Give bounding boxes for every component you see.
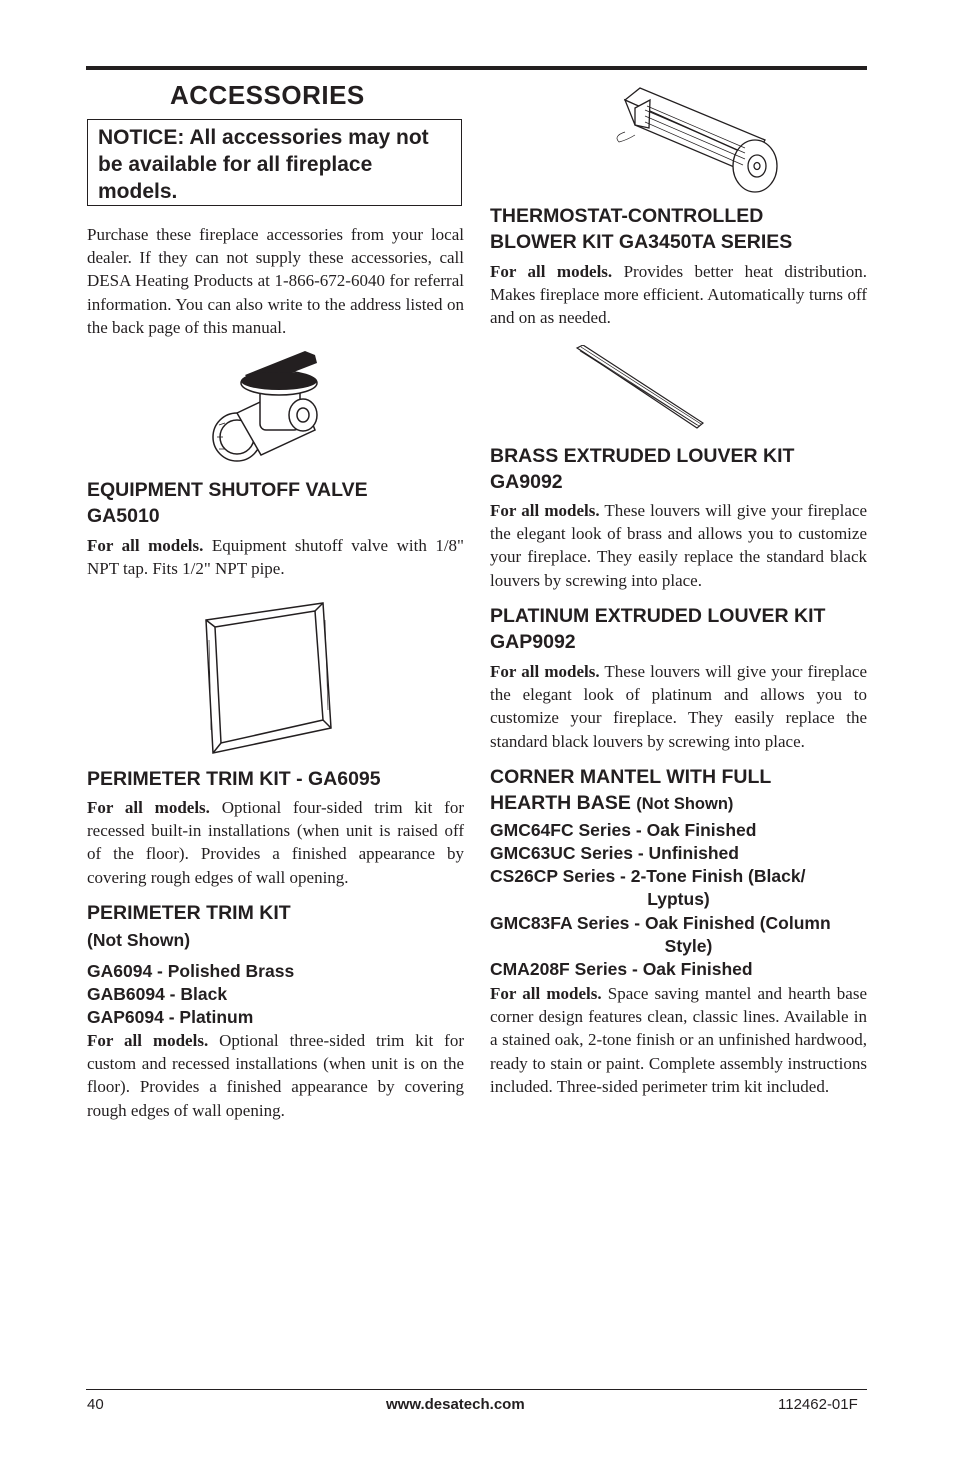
blower-kit-illustration	[605, 80, 785, 200]
bottom-rule	[86, 1389, 867, 1390]
mantel-model-3: CS26CP Series - 2-Tone Finish (Black/	[490, 866, 806, 886]
blower-heading-line1: THERMOSTAT-CONTROLLED	[490, 205, 764, 227]
valve-body: Equipment shutoff valve with 1/8" NPT tap. Fits 1/2" NPT pipe.	[87, 536, 464, 579]
brass-heading	[490, 443, 867, 495]
blower-description	[490, 260, 867, 330]
trim3-lead: For all models.	[87, 1031, 209, 1050]
mantel-lead: For all models.	[490, 984, 602, 1003]
valve-heading	[87, 477, 464, 529]
mantel-heading	[490, 764, 867, 817]
platinum-lead: For all models.	[490, 662, 600, 681]
mantel-model-5: CMA208F Series - Oak Finished	[490, 959, 753, 979]
doc-number: 112462-01F	[778, 1396, 858, 1413]
page-title: ACCESSORIES	[170, 80, 365, 110]
page-number: 40	[87, 1396, 104, 1413]
trim4-heading: PERIMETER TRIM KIT - GA6095	[87, 768, 381, 790]
valve-lead: For all models.	[87, 536, 204, 555]
trim3-model-2: GAB6094 - Black	[87, 984, 228, 1004]
intro-paragraph: Purchase these fireplace accessories from your local dealer. If they can not supply these accessories, call DESA Heating Products at 1-866-672-6040 for referral information. You can also write to the address listed on the back page of this manual.	[87, 225, 464, 337]
notice-box: NOTICE: All accessories may not be available for all fireplace models.	[87, 119, 462, 206]
perimeter-trim-illustration	[203, 600, 333, 755]
top-rule	[86, 66, 867, 70]
trim4-description	[87, 796, 464, 889]
valve-heading-line2: GA5010	[87, 505, 160, 527]
platinum-body: These louvers will give your fireplace the elegant look of platinum and allows you to customize your fireplace. They easily replace the standard black louvers by screwing into place.	[490, 662, 867, 751]
mantel-model-4-cont: Style)	[664, 936, 713, 956]
valve-description	[87, 534, 464, 580]
blower-heading-line2: BLOWER KIT GA3450TA SERIES	[490, 231, 793, 253]
platinum-heading-line2: GAP9092	[490, 631, 576, 653]
mantel-description	[490, 982, 867, 1098]
brass-heading-line2: GA9092	[490, 471, 563, 493]
brass-lead: For all models.	[490, 501, 600, 520]
brass-body: These louvers will give your fireplace the elegant look of brass and allows you to customize your fireplace. They easily replace the standard black louvers by screwing into place.	[490, 501, 867, 590]
mantel-heading-note: (Not Shown)	[636, 795, 734, 813]
blower-body: Provides better heat distribution. Makes fireplace more efficient. Automatically turns off and on as needed.	[490, 262, 868, 328]
valve-heading-line1: EQUIPMENT SHUTOFF VALVE	[87, 479, 368, 501]
louver-kit-illustration	[575, 345, 705, 430]
mantel-heading-line2: HEARTH BASE	[490, 792, 631, 814]
brass-description	[490, 499, 867, 592]
trim3-model-3: GAP6094 - Platinum	[87, 1007, 254, 1027]
trim3-body: Optional three-sided trim kit for custom and recessed installations (when unit is on the floor). Provides a finished appearance by covering rough edges of wall opening.	[87, 1031, 464, 1120]
platinum-heading-line1: PLATINUM EXTRUDED LOUVER KIT	[490, 605, 826, 627]
mantel-model-2: GMC63UC Series - Unfinished	[490, 843, 739, 863]
mantel-body: Space saving mantel and hearth base corner design features clean, classic lines. Available in a stained oak, 2-tone finish or an unfinished hardwood, ready to stain or paint. Complete assembly instructions included. Three-sided perimeter trim kit included.	[490, 984, 867, 1096]
platinum-heading	[490, 603, 867, 655]
trim3-heading: PERIMETER TRIM KIT	[87, 902, 291, 924]
mantel-model-1: GMC64FC Series - Oak Finished	[490, 820, 757, 840]
trim3-model-1: GA6094 - Polished Brass	[87, 961, 295, 981]
brass-heading-line1: BRASS EXTRUDED LOUVER KIT	[490, 445, 795, 467]
mantel-model-3-cont: Lyptus)	[647, 889, 710, 909]
blower-heading	[490, 203, 867, 255]
trim4-body: Optional four-sided trim kit for recessed built-in installations (when unit is raised off of the floor). Provides a finished appearance by covering rough edges of wall opening.	[87, 798, 464, 887]
trim4-lead: For all models.	[87, 798, 210, 817]
shutoff-valve-illustration	[205, 345, 330, 470]
mantel-heading-line1: CORNER MANTEL WITH FULL	[490, 766, 772, 788]
blower-lead: For all models.	[490, 262, 613, 281]
trim3-description	[87, 1029, 464, 1122]
platinum-description	[490, 660, 867, 753]
footer-website: www.desatech.com	[386, 1396, 525, 1413]
trim3-subheading: (Not Shown)	[87, 930, 191, 950]
mantel-model-4: GMC83FA Series - Oak Finished (Column	[490, 913, 831, 933]
